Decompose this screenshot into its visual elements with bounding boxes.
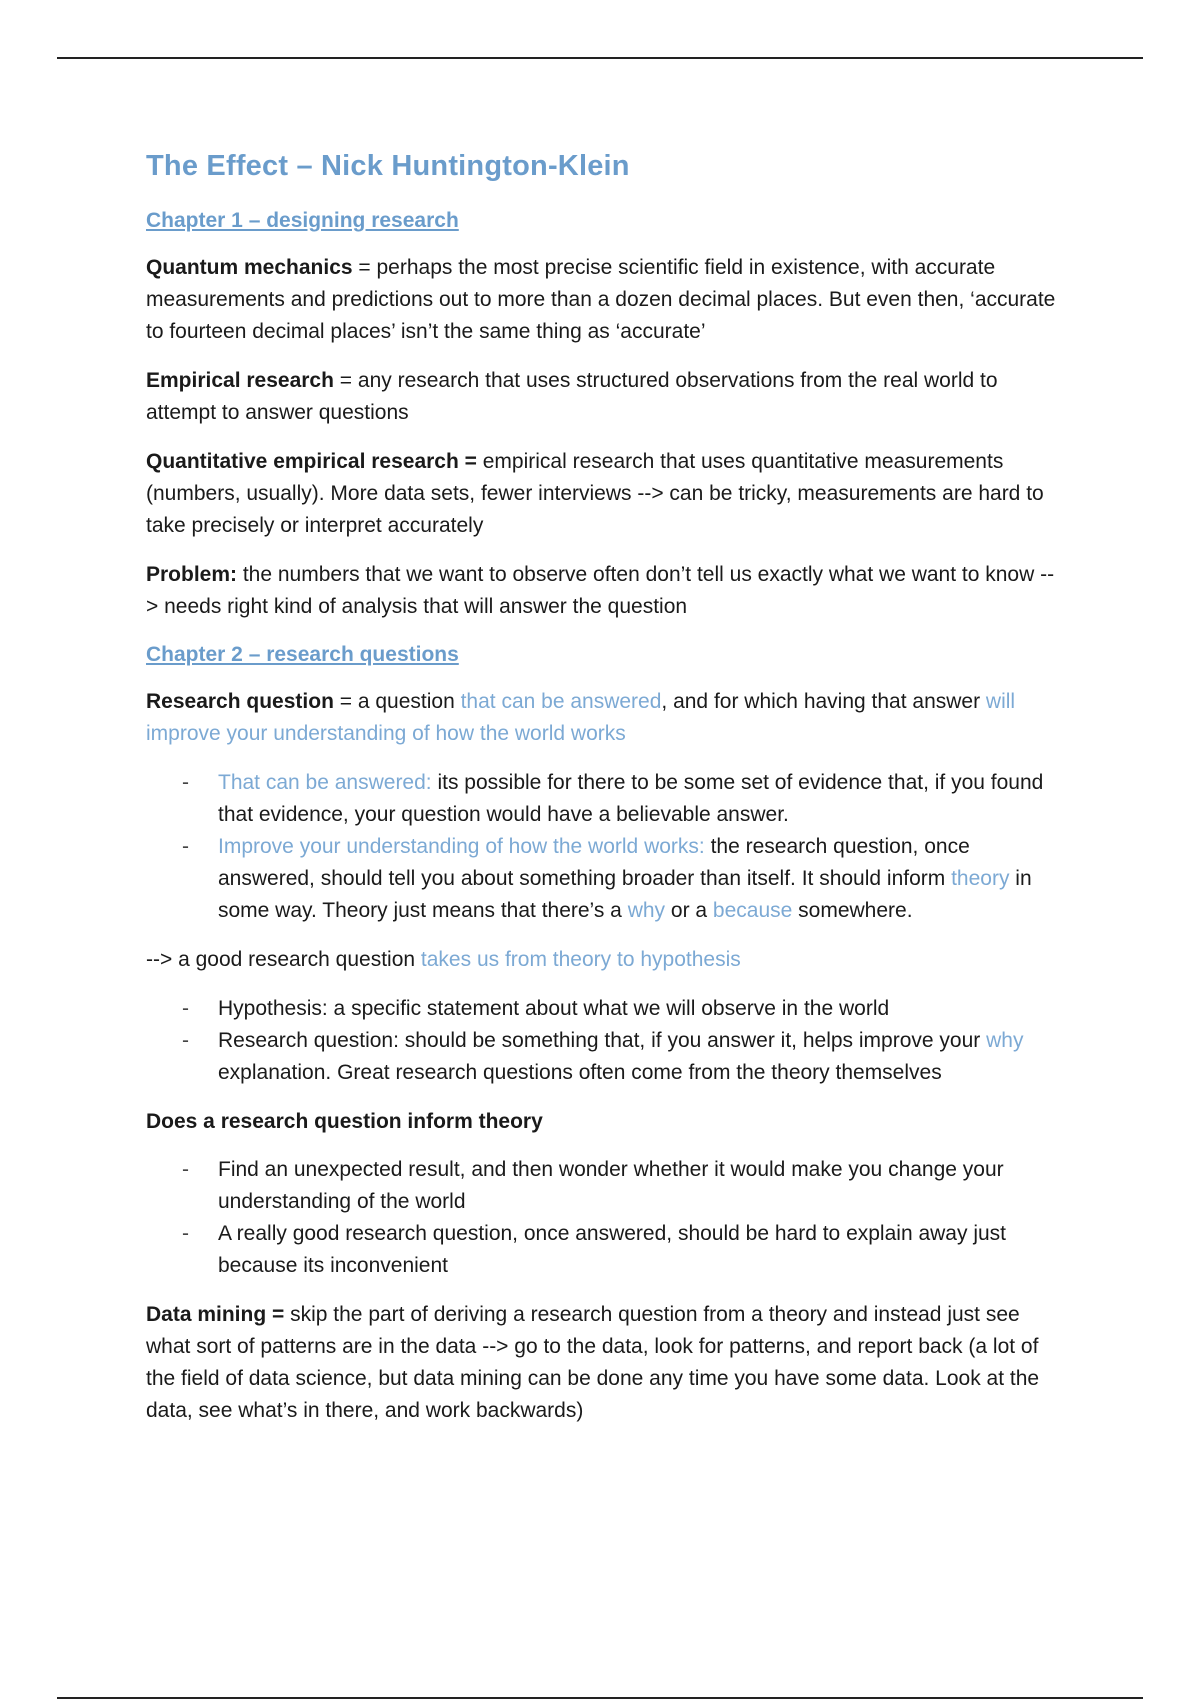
quantitative-research-term: Quantitative empirical research = <box>146 450 477 473</box>
quantitative-research-paragraph <box>146 446 1066 542</box>
why-highlight: why <box>627 899 666 922</box>
why-highlight: why <box>986 1029 1024 1052</box>
inform-theory-heading: Does a research question inform theory <box>146 1110 543 1133</box>
quantum-mechanics-paragraph <box>146 252 1066 348</box>
data-mining-term: Data mining = <box>146 1303 285 1326</box>
bullet-text: Research question: should be something that, if you answer it, helps improve your <box>218 1029 987 1052</box>
empirical-research-definition: = any research that uses structured observations from the real world to attempt to answer questions <box>146 369 998 424</box>
bullet-text: Hypothesis: a specific statement about what we will observe in the world <box>218 997 890 1020</box>
research-question-highlight-2: will improve your understanding of how the world works <box>146 690 1016 745</box>
theory-highlight: theory <box>951 867 1010 890</box>
empirical-research-paragraph <box>146 365 1066 429</box>
chapter-1-heading: Chapter 1 – designing research <box>146 209 459 232</box>
bullet-text: in some way. Theory just means that there’s a <box>218 867 1032 922</box>
good-research-question-text: --> a good research question <box>146 948 421 971</box>
data-mining-paragraph <box>146 1299 1066 1427</box>
list-item <box>218 1218 1066 1282</box>
list-item <box>218 1154 1066 1218</box>
problem-paragraph <box>146 559 1066 623</box>
data-mining-definition: skip the part of deriving a research question from a theory and instead just see what sort of patterns are in the data --> go to the data, look for patterns, and report back (a lot of the field of data science, but data mining can be done any time you have some data. Look at the data, see what’s in there, and work backwards) <box>146 1303 1040 1422</box>
good-research-question-line <box>146 944 1066 976</box>
bottom-rule <box>57 1697 1143 1699</box>
bullet-text: the research question, once answered, should tell you about something broader than itself. It should inform <box>218 835 970 890</box>
empirical-research-term: Empirical research <box>146 369 334 392</box>
list-item <box>218 831 1066 927</box>
bullet-text: explanation. Great research questions often come from the theory themselves <box>218 1061 942 1084</box>
quantum-mechanics-definition: = perhaps the most precise scientific field in existence, with accurate measurements and predictions out to more than a dozen decimal places. But even then, ‘accurate to fourteen decimal places’ isn’t the same thing as ‘accurate’ <box>146 256 1056 343</box>
quantum-mechanics-term: Quantum mechanics <box>146 256 353 279</box>
document-title: The Effect – Nick Huntington-Klein <box>146 150 630 182</box>
research-question-text-2: , and for which having that answer <box>661 690 986 713</box>
bullet-highlight: That can be answered: <box>218 771 432 794</box>
bullet-text: its possible for there to be some set of evidence that, if you found that evidence, your question would have a believable answer. <box>218 771 1044 826</box>
bullet-highlight: Improve your understanding of how the world works: <box>218 835 705 858</box>
research-question-term: Research question <box>146 690 334 713</box>
problem-definition: the numbers that we want to observe often don’t tell us exactly what we want to know --> needs right kind of analysis that will answer the question <box>146 563 1055 618</box>
list-item <box>218 993 1066 1025</box>
document-body <box>146 146 1066 1444</box>
chapter-2-heading: Chapter 2 – research questions <box>146 643 459 666</box>
research-question-highlight-1: that can be answered <box>460 690 662 713</box>
bullet-text: somewhere. <box>792 899 913 922</box>
inform-theory-bullets <box>146 1154 1066 1282</box>
research-question-text-1: = a question <box>333 690 461 713</box>
top-rule <box>57 57 1143 59</box>
research-question-paragraph <box>146 686 1066 750</box>
quantitative-research-definition: empirical research that uses quantitative measurements (numbers, usually). More data sets, fewer interviews --> can be tricky, measurements are hard to take precisely or interpret accurately <box>146 450 1044 537</box>
bullet-text: Find an unexpected result, and then wonder whether it would make you change your understanding of the world <box>218 1158 1004 1213</box>
because-highlight: because <box>712 899 793 922</box>
bullet-text: A really good research question, once answered, should be hard to explain away just because its inconvenient <box>218 1222 1006 1277</box>
problem-term: Problem: <box>146 563 238 586</box>
list-item <box>218 767 1066 831</box>
list-item <box>218 1025 1066 1089</box>
research-question-bullets <box>146 767 1066 927</box>
bullet-text: or a <box>665 899 713 922</box>
hypothesis-bullets <box>146 993 1066 1089</box>
good-research-question-highlight: takes us from theory to hypothesis <box>420 948 741 971</box>
